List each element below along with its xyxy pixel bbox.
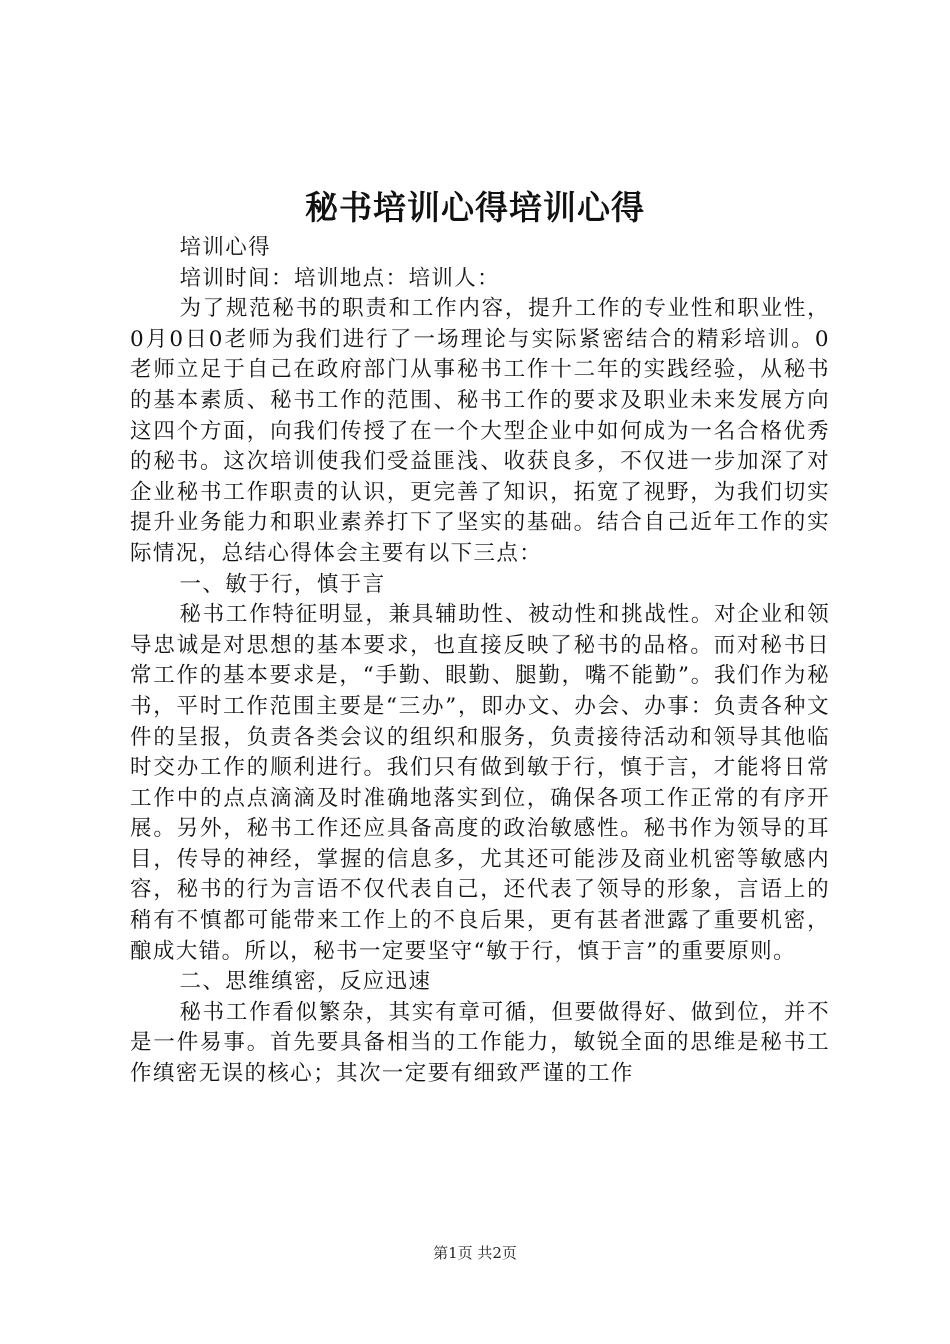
section-heading-1: 一、敏于行，慎于言 [179,571,386,597]
page-number-footer: 第1页 共2页 [433,1244,517,1262]
document-title: 秘书培训心得培训心得 [305,188,645,227]
document-body [130,233,830,1090]
paragraph-intro: 为了规范秘书的职责和工作内容，提升工作的专业性和职业性，0月0日0老师为我们进行了一场理论与实际紧密结合的精彩培训。0老师立足于自己在政府部门从事秘书工作十二年的实践经验，从秘书的基本素质、秘书工作的范围、秘书工作的要求及职业未来发展方向这四个方面，向我们传授了在一个大型企业中如何成为一名合格优秀的秘书。这次培训使我们受益匪浅、收获良多，不仅进一步加深了对企业秘书工作职责的认识，更完善了知识，拓宽了视野，为我们切实提升业务能力和职业素养打下了坚实的基础。结合自己近年工作的实际情况，总结心得体会主要有以下三点： [130,296,830,566]
paragraph-section-2: 秘书工作看似繁杂，其实有章可循，但要做得好、做到位，并不是一件易事。首先要具备相当的工作能力，敏锐全面的思维是秘书工作缜密无误的核心；其次一定要有细致严谨的工作 [130,999,830,1087]
paragraph-section-1: 秘书工作特征明显，兼具辅助性、被动性和挑战性。对企业和领导忠诚是对思想的基本要求，也直接反映了秘书的品格。而对秘书日常工作的基本要求是，“手勤、眼勤、腿勤，嘴不能勤”。我们作为秘书，平时工作范围主要是“三办”，即办文、办会、办事：负责各种文件的呈报，负责各类会议的组织和服务，负责接待活动和领导其他临时交办工作的顺利进行。我们只有做到敏于行，慎于言，才能将日常工作中的点点滴滴及时准确地落实到位，确保各项工作正常的有序开展。另外，秘书工作还应具备高度的政治敏感性。秘书作为领导的耳目，传导的神经，掌握的信息多，尤其还可能涉及商业机密等敏感内容，秘书的行为言语不仅代表自己，还代表了领导的形象，言语上的稍有不慎都可能带来工作上的不良后果，更有甚者泄露了重要机密，酿成大错。所以，秘书一定要坚守“敏于行，慎于言”的重要原则。 [130,602,830,964]
section-heading-2: 二、思维缜密，反应迅速 [179,969,432,995]
paragraph-training-info: 培训时间：培训地点：培训人： [179,265,501,291]
paragraph-heading: 培训心得 [179,235,272,260]
